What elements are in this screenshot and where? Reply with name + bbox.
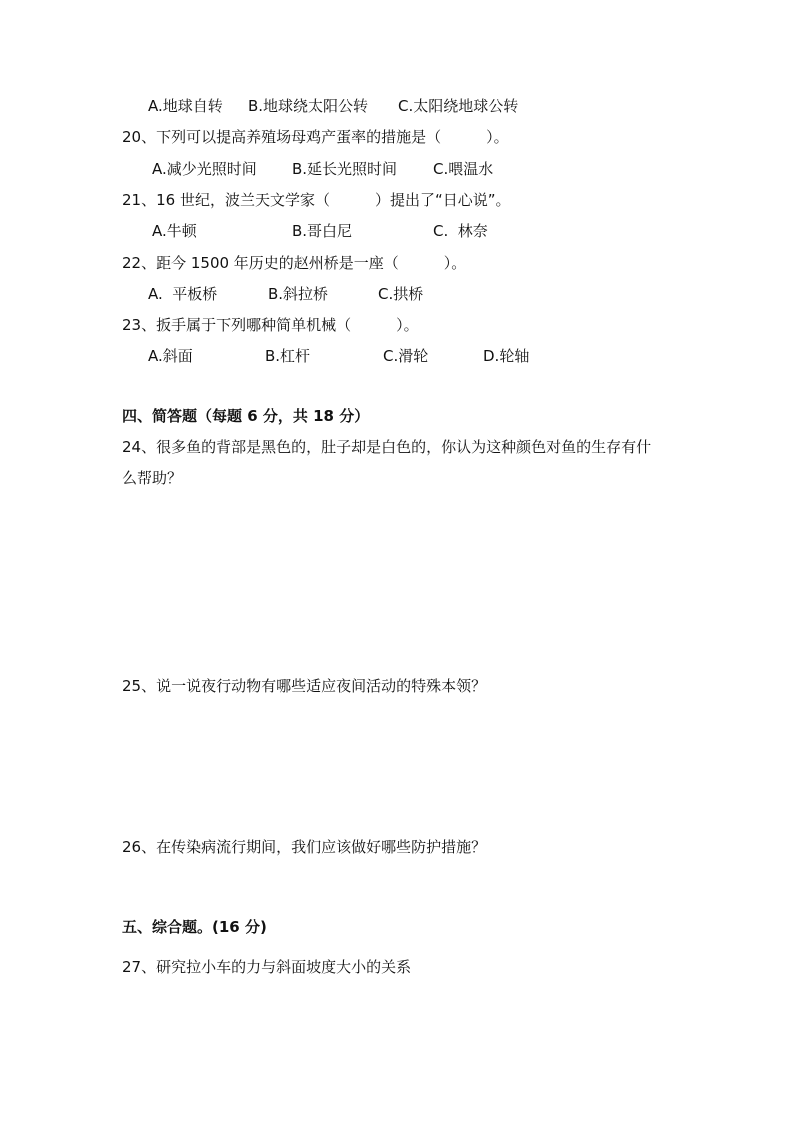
question-22-stem: 22、距今 1500 年历史的赵州桥是一座（ ）。 [122,254,467,272]
q21-option-b: B.哥白尼 [292,222,353,240]
question-26-stem: 26、在传染病流行期间，我们应该做好哪些防护措施？ [122,838,487,856]
question-27-stem: 27、研究拉小车的力与斜面坡度大小的关系 [122,958,412,976]
q23-option-b: B.杠杆 [265,347,311,365]
q20-option-a: A.减少光照时间 [152,160,257,178]
question-24-line-1: 24、很多鱼的背部是黑色的，肚子却是白色的，你认为这种颜色对鱼的生存有什 [122,438,652,456]
q19-option-b: B.地球绕太阳公转 [248,97,369,115]
q22-option-b: B.斜拉桥 [268,285,329,303]
question-25-stem: 25、说一说夜行动物有哪些适应夜间活动的特殊本领？ [122,677,487,695]
section-4-heading: 四、简答题（每题 6 分，共 18 分） [122,407,370,425]
q19-option-c: C.太阳绕地球公转 [398,97,519,115]
q20-option-b: B.延长光照时间 [292,160,398,178]
q20-option-c: C.喂温水 [433,160,494,178]
q21-option-c: C. 林奈 [433,222,488,240]
q23-option-a: A.斜面 [148,347,193,365]
q21-option-a: A.牛顿 [152,222,197,240]
q23-option-d: D.轮轴 [483,347,530,365]
q22-option-c: C.拱桥 [378,285,424,303]
question-20-stem: 20、下列可以提高养殖场母鸡产蛋率的措施是（ ）。 [122,128,509,146]
q22-option-a: A. 平板桥 [148,285,218,303]
question-21-stem: 21、16 世纪，波兰天文学家（ ）提出了“日心说”。 [122,191,511,209]
question-23-stem: 23、扳手属于下列哪种简单机械（ ）。 [122,316,419,334]
q23-option-c: C.滑轮 [383,347,429,365]
question-24-line-2: 么帮助？ [122,469,183,487]
section-5-heading: 五、综合题。(16 分) [122,918,267,936]
q19-option-a: A.地球自转 [148,97,223,115]
